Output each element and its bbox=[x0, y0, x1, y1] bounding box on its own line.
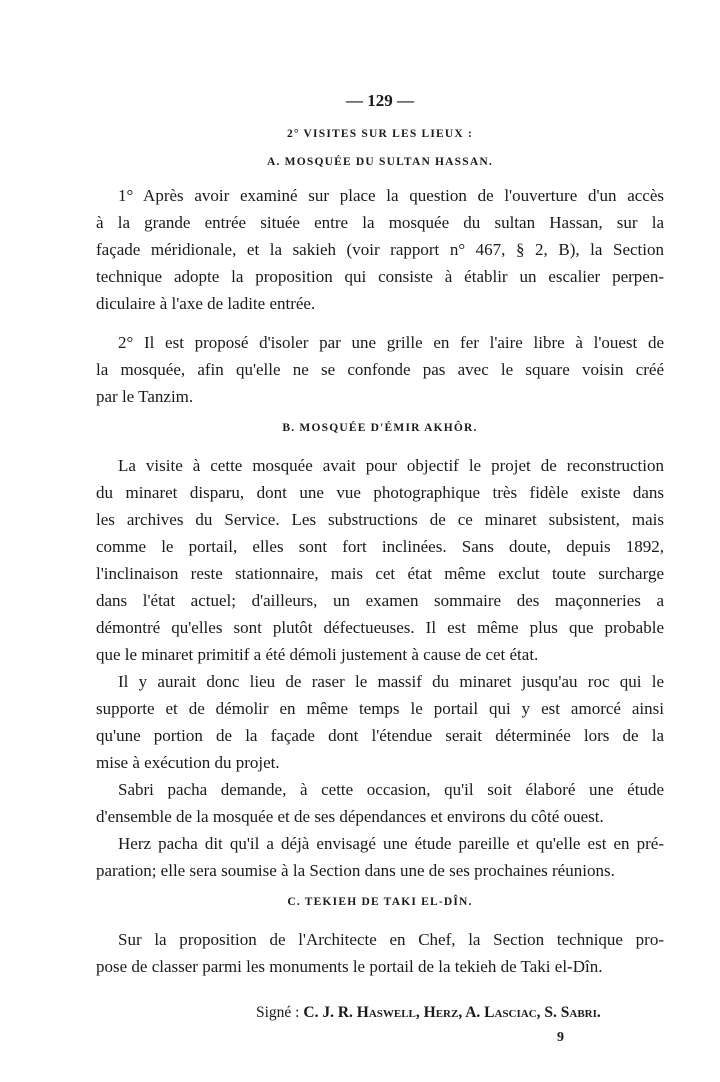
text-line: paration; elle sera soumise à la Section dans une de ses prochaines réunions. bbox=[96, 861, 615, 880]
page-number: — 129 — bbox=[346, 91, 414, 110]
paragraph-gap bbox=[96, 317, 664, 329]
text-line: dans l'état actuel; d'ailleurs, un examen sommaire des maçonneries a bbox=[96, 591, 664, 610]
text-line: du minaret disparu, dont une vue photographique très fidèle existe dans bbox=[96, 483, 664, 502]
section-heading: 2° VISITES SUR LES LIEUX : bbox=[286, 128, 474, 140]
paragraph bbox=[96, 452, 664, 668]
paragraph bbox=[96, 776, 664, 830]
text-line: à la grande entrée située entre la mosquée du sultan Hassan, sur la bbox=[96, 213, 664, 232]
text-line: 1° Après avoir examiné sur place la question de l'ouverture d'un accès bbox=[118, 186, 664, 205]
text-line: comme le portail, elles sont fort inclinées. Sans doute, depuis 1892, bbox=[96, 537, 664, 556]
text-line: démontré qu'elles sont plutôt défectueuses. Il est même plus que probable bbox=[96, 618, 664, 637]
text-line: Herz pacha dit qu'il a déjà envisagé une étude pareille et qu'elle est en pré- bbox=[118, 834, 664, 853]
text-line: l'inclinaison reste stationnaire, mais cet état même exclut toute surcharge bbox=[96, 564, 664, 583]
subsection-heading: B. MOSQUÉE D'ÉMIR AKHÔR. bbox=[282, 422, 478, 434]
paragraph bbox=[96, 182, 664, 317]
paragraph bbox=[96, 830, 664, 884]
text-line: façade méridionale, et la sakieh (voir rapport n° 467, § 2, B), la Section bbox=[96, 240, 664, 259]
sections bbox=[96, 152, 664, 980]
text-line: mise à exécution du projet. bbox=[96, 753, 280, 772]
signature bbox=[96, 1002, 664, 1024]
text-line: supporte et de démolir en même temps le portail qui y est amorcé ainsi bbox=[96, 699, 664, 718]
text-line: Il y aurait donc lieu de raser le massif du minaret jusqu'au roc qui le bbox=[118, 672, 664, 691]
text-line: technique adopte la proposition qui consiste à établir un escalier perpen- bbox=[96, 267, 664, 286]
subsection-heading: A. MOSQUÉE DU SULTAN HASSAN. bbox=[267, 156, 493, 168]
text-line: La visite à cette mosquée avait pour objectif le projet de reconstruction bbox=[118, 456, 664, 475]
text-line: que le minaret primitif a été démoli justement à cause de cet état. bbox=[96, 645, 539, 664]
text-line: Sur la proposition de l'Architecte en Chef, la Section technique pro- bbox=[118, 930, 664, 949]
signature-mark: 9 bbox=[557, 1030, 564, 1045]
subsection-heading: C. TEKIEH DE TAKI EL-DÎN. bbox=[287, 896, 473, 908]
text-line: qu'une portion de la façade dont l'étendue serait déterminée lors de la bbox=[96, 726, 664, 745]
document-page bbox=[96, 88, 664, 1046]
text-line: d'ensemble de la mosquée et de ses dépendances et environs du côté ouest. bbox=[96, 807, 604, 826]
text-line: diculaire à l'axe de ladite entrée. bbox=[96, 294, 316, 313]
signature-names: C. J. R. Haswell, Herz, A. Lasciac, S. Sabri. bbox=[303, 1004, 601, 1021]
text-line: Sabri pacha demande, à cette occasion, qu'il soit élaboré une étude bbox=[118, 780, 664, 799]
paragraph bbox=[96, 926, 664, 980]
paragraph bbox=[96, 329, 664, 410]
signature-prefix: Signé : bbox=[256, 1004, 304, 1021]
paragraph bbox=[96, 668, 664, 776]
text-line: par le Tanzim. bbox=[96, 387, 194, 406]
text-line: la mosquée, afin qu'elle ne se confonde pas avec le square voisin créé bbox=[96, 360, 664, 379]
text-line: 2° Il est proposé d'isoler par une grille en fer l'aire libre à l'ouest de bbox=[118, 333, 664, 352]
text-line: les archives du Service. Les substructions de ce minaret subsistent, mais bbox=[96, 510, 664, 529]
text-line: pose de classer parmi les monuments le portail de la tekieh de Taki el-Dîn. bbox=[96, 957, 603, 976]
